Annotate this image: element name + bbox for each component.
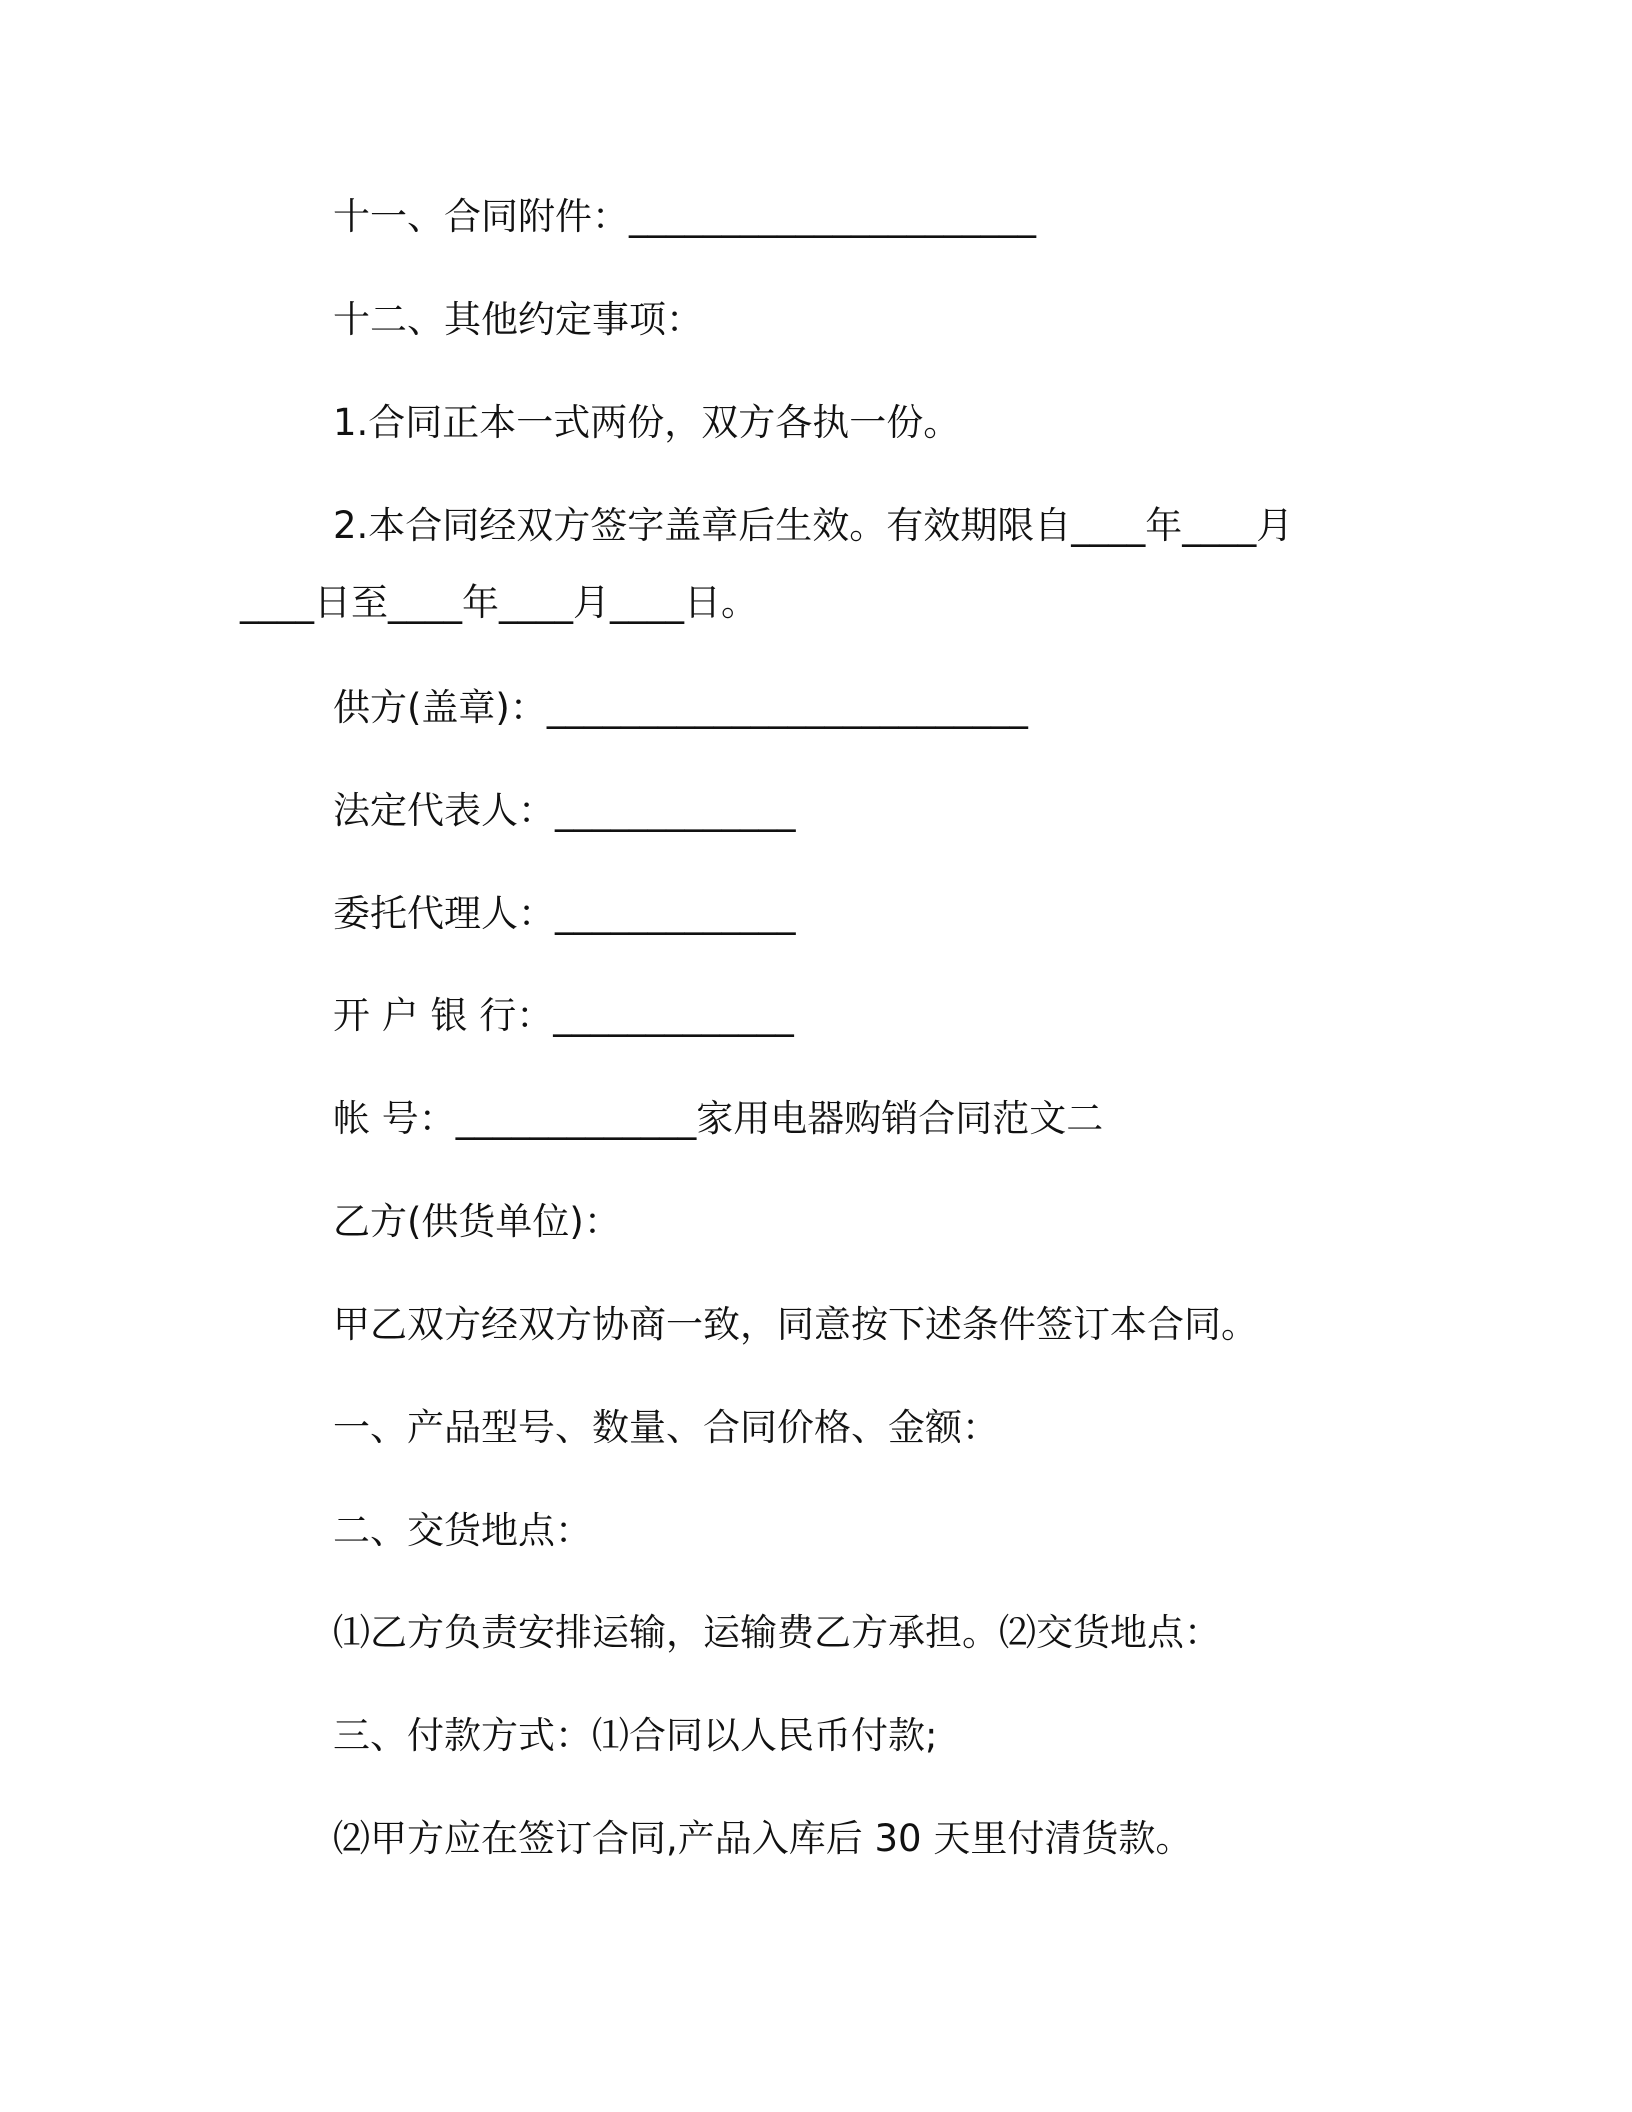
clause-12-other-terms: 十二、其他约定事项： bbox=[333, 298, 703, 341]
section-2-delivery: 二、交货地点： bbox=[333, 1509, 592, 1552]
section-1-products: 一、产品型号、数量、合同价格、金额： bbox=[333, 1406, 999, 1449]
term-2-validity: 2.本合同经双方签字盖章后生效。有效期限自____年____月 bbox=[333, 504, 1294, 547]
payment-term-2: ⑵甲方应在签订合同,产品入库后 30 天里付清货款。 bbox=[333, 1817, 1193, 1860]
supplier-seal-line: 供方(盖章)：__________________________ bbox=[333, 686, 1028, 729]
section-3-payment: 三、付款方式：⑴合同以人民币付款; bbox=[333, 1714, 938, 1757]
clause-11-attachments: 十一、合同附件：______________________ bbox=[333, 195, 1036, 238]
agreement-intro: 甲乙双方经双方协商一致，同意按下述条件签订本合同。 bbox=[333, 1303, 1258, 1346]
term-1-copies: 1.合同正本一式两份，双方各执一份。 bbox=[333, 401, 961, 444]
party-b-line: 乙方(供货单位)： bbox=[333, 1200, 621, 1243]
bank-line: 开 户 银 行：_____________ bbox=[333, 994, 794, 1037]
authorized-agent-line: 委托代理人：_____________ bbox=[333, 892, 796, 935]
delivery-details: ⑴乙方负责安排运输，运输费乙方承担。⑵交货地点： bbox=[333, 1611, 1221, 1654]
term-2-validity-continued: ____日至____年____月____日。 bbox=[240, 581, 758, 624]
account-line-and-title: 帐 号：_____________家用电器购销合同范文二 bbox=[333, 1097, 1104, 1140]
legal-representative-line: 法定代表人：_____________ bbox=[333, 789, 796, 832]
